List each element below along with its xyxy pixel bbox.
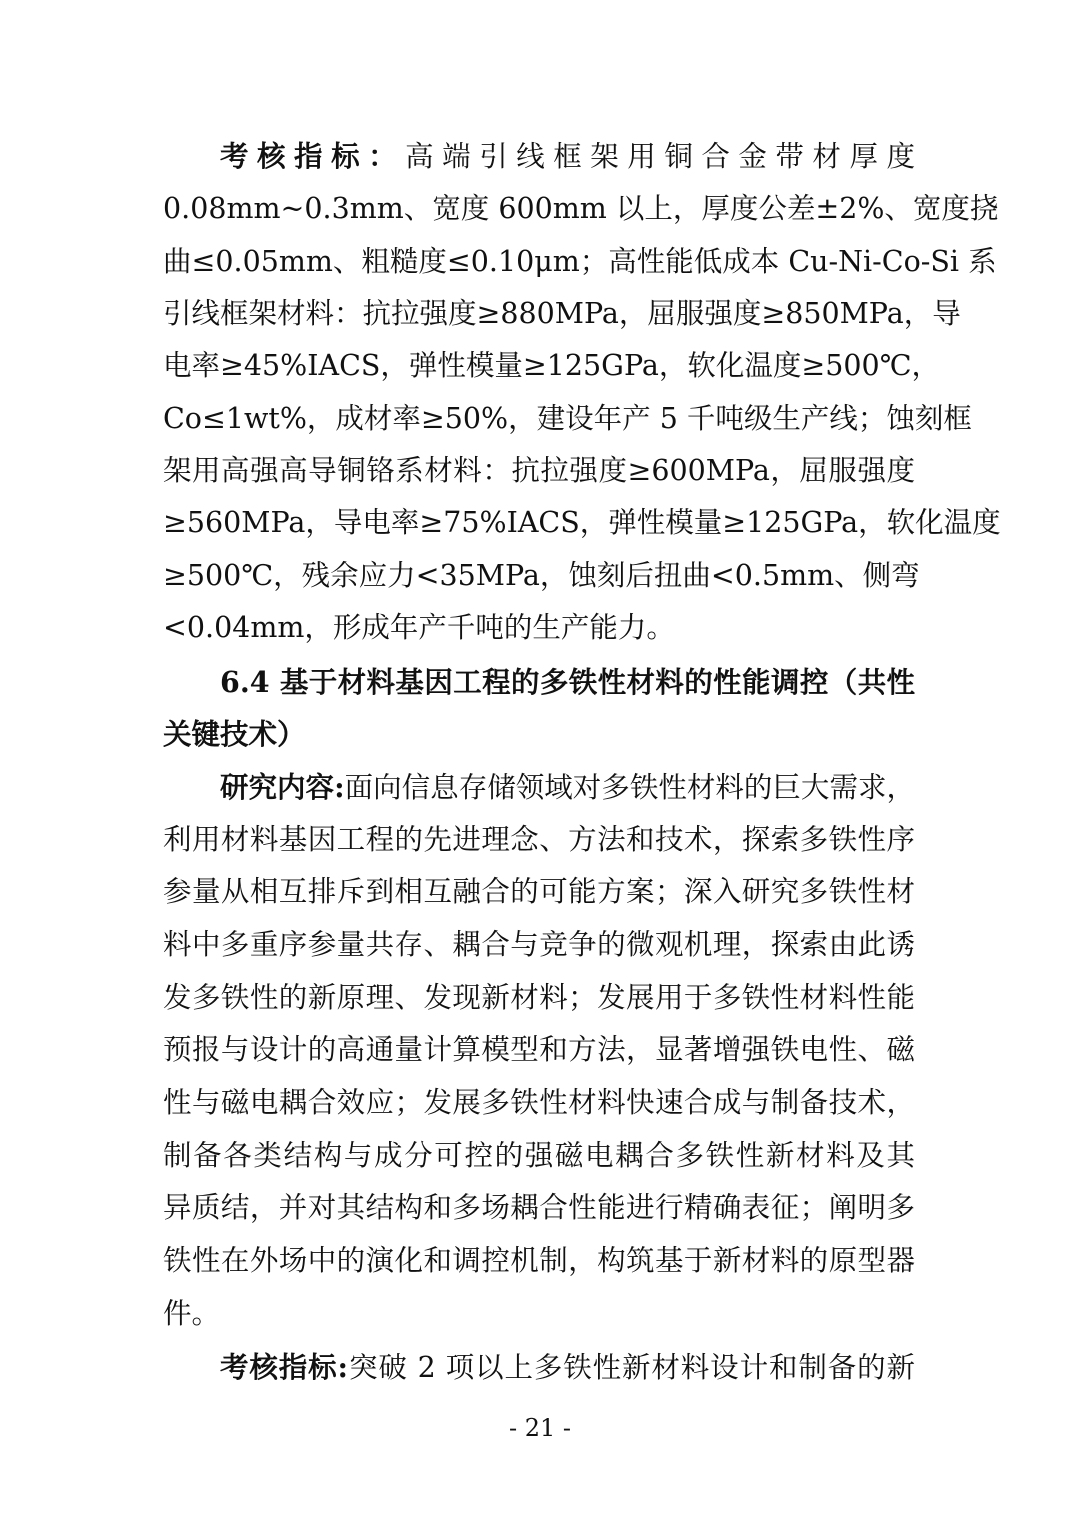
- heading-text: 6.4 基于材料基因工程的多铁性材料的性能调控（共性: [220, 665, 915, 699]
- text-line-1: [220, 136, 915, 176]
- line-text: ≥560MPa，导电率≥75%IACS，弹性模量≥125GPa，软化温度: [163, 506, 1001, 539]
- line-text: 件。: [163, 1297, 221, 1330]
- line-text: 参量从相互排斥到相互融合的可能方案；深入研究多铁性材: [163, 875, 915, 908]
- text-line-13: [220, 767, 915, 807]
- line-text: <0.04mm，形成年产千吨的生产能力。: [163, 611, 675, 644]
- line-text: 异质结，并对其结构和多场耦合性能进行精确表征；阐明多: [163, 1191, 915, 1224]
- text-line-4: [163, 294, 961, 334]
- line-text: 曲≤0.05mm、粗糙度≤0.10μm；高性能低成本 Cu-Ni-Co-Si 系: [163, 245, 997, 278]
- text-line-3: [163, 242, 997, 282]
- text-line-2: [163, 189, 999, 229]
- text-line-22: [163, 1241, 915, 1281]
- heading-text: 关键技术）: [163, 717, 306, 751]
- line-text: 性与磁电耦合效应；发展多铁性材料快速合成与制备技术，: [163, 1086, 915, 1119]
- line-text: 预报与设计的高通量计算模型和方法，显著增强铁电性、磁: [163, 1033, 915, 1066]
- line-text: 发多铁性的新原理、发现新材料；发展用于多铁性材料性能: [163, 981, 915, 1014]
- text-line-24: [220, 1347, 915, 1387]
- line-text: 突破 2 项以上多铁性新材料设计和制备的新: [348, 1351, 915, 1384]
- line-text: Co≤1wt%，成材率≥50%，建设年产 5 千吨级生产线；蚀刻框: [163, 402, 972, 435]
- line-text: 利用材料基因工程的先进理念、方法和技术，探索多铁性序: [163, 823, 915, 856]
- text-line-23: [163, 1294, 915, 1334]
- label-research-content: 研究内容:: [220, 770, 345, 804]
- text-line-16: [163, 925, 915, 965]
- text-line-7: [163, 451, 915, 491]
- text-line-17: [163, 978, 915, 1018]
- line-text: 0.08mm~0.3mm、宽度 600mm 以上，厚度公差±2%、宽度挠: [163, 192, 999, 225]
- section-heading: [220, 662, 915, 702]
- text-line-9: [163, 556, 920, 596]
- text-line-5: [163, 346, 940, 386]
- text-line-6: [163, 399, 972, 439]
- text-line-15: [163, 872, 915, 912]
- section-heading-continued: [163, 714, 915, 754]
- line-text: 电率≥45%IACS，弹性模量≥125GPa，软化温度≥500℃，: [163, 349, 940, 382]
- line-text: 料中多重序参量共存、耦合与竞争的微观机理，探索由此诱: [163, 928, 915, 961]
- line-text: 制备各类结构与成分可控的强磁电耦合多铁性新材料及其: [163, 1139, 915, 1172]
- line-text: 引线框架材料：抗拉强度≥880MPa，屈服强度≥850MPa，导: [163, 297, 961, 330]
- text-line-19: [163, 1083, 915, 1123]
- text-line-18: [163, 1030, 915, 1070]
- text-line-14: [163, 820, 915, 860]
- label-assessment-1: 考核指标：: [220, 139, 406, 173]
- text-line-8: [163, 503, 1001, 543]
- text-line-21: [163, 1188, 915, 1228]
- text-line-10: [163, 608, 915, 648]
- line-text: 高端引线框架用铜合金带材厚度: [405, 140, 915, 173]
- line-text: ≥500℃，残余应力<35MPa，蚀刻后扭曲<0.5mm、侧弯: [163, 559, 920, 592]
- page-number: - 21 -: [508, 1414, 571, 1442]
- text-line-20: [163, 1136, 915, 1176]
- line-text: 架用高强高导铜铬系材料：抗拉强度≥600MPa，屈服强度: [163, 454, 915, 487]
- line-text: 铁性在外场中的演化和调控机制，构筑基于新材料的原型器: [163, 1244, 915, 1277]
- label-assessment-2: 考核指标:: [220, 1350, 349, 1384]
- line-text: 面向信息存储领域对多铁性材料的巨大需求，: [344, 771, 915, 804]
